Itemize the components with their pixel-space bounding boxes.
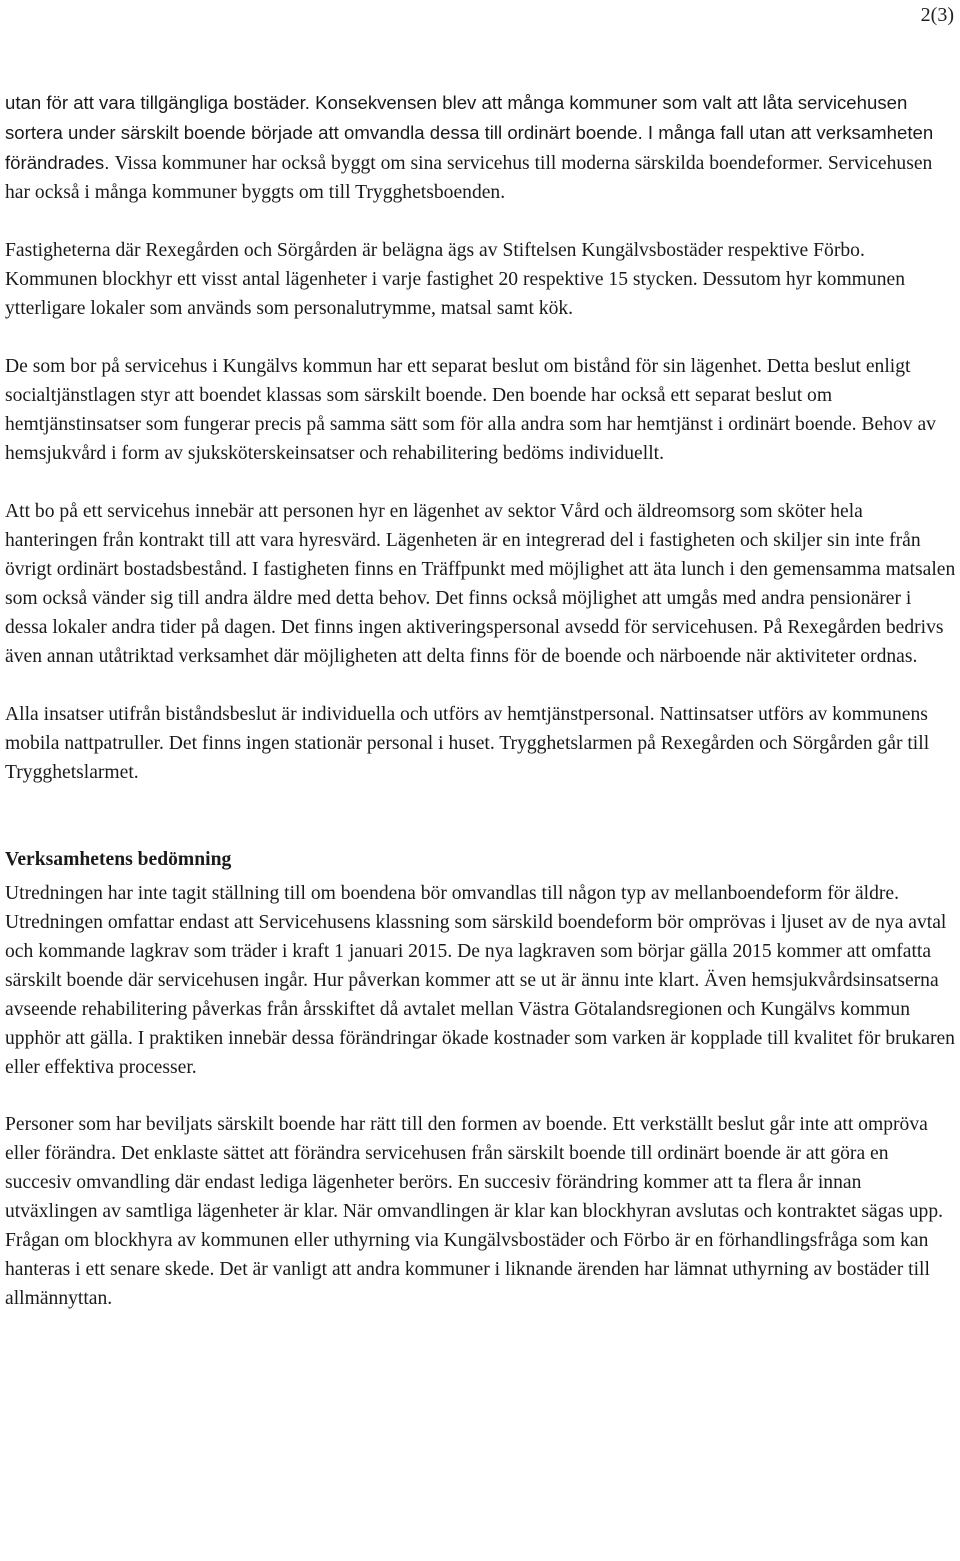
page-number: 2(3) (920, 4, 954, 26)
paragraph-continuation (5, 88, 956, 207)
paragraph-serif-part: Vissa kommuner har också byggt om sina servicehus till moderna särskilda boendeformer. Servicehusen har också i många kommuner byggts om till Trygghetsboenden. (5, 153, 933, 203)
paragraph-assessment: Utredningen har inte tagit ställning till om boendena bör omvandlas till någon typ av mellanboendeform för äldre. Utredningen omfattar endast att Servicehusens klassning som särskild boendeform bör omprövas i ljuset av de nya avtal och kommande lagkrav som träder i kraft 1 januari 2015. De nya lagkraven som börjar gälla 2015 kommer att omfatta särskilt boende där servicehusen ingår. Hur påverkan kommer att se ut är ännu inte klart. Även hemsjukvårdsinsatserna avseende rehabilitering påverkas från årsskiftet då avtalet mellan Västra Götalandsregionen och Kungälvs kommun upphör att gälla. I praktiken innebär dessa förändringar ökade kostnader som varken är kopplade till kvalitet för brukaren eller effektiva processer. (5, 883, 955, 1078)
paragraph-conclusion: Personer som har beviljats särskilt boende har rätt till den formen av boende. Ett verkställt beslut går inte att ompröva eller förändra. Det enklaste sättet att förändra servicehusen från särskilt boende till ordinärt boende är att göra en succesiv omvandling där endast lediga lägenheter berörs. En succesiv förändring kommer att ta flera år innan utväxlingen av samtliga lägenheter är klar. När omvandlingen är klar kan blockhyran avslutas och kontraktet sägas upp. Frågan om blockhyra av kommunen eller uthyrning via Kungälvsbostäder och Förbo är en förhandlingsfråga som kan hanteras i ett senare skede. Det är vanligt att andra kommuner i liknande ärenden har lämnat uthyrning av bostäder till allmännyttan. (5, 1114, 944, 1309)
paragraph-insatser: Alla insatser utifrån biståndsbeslut är individuella och utförs av hemtjänstpersonal. Nattinsatser utförs av kommunens mobila nattpatruller. Det finns ingen stationär personal i huset. Trygghetslarmen på Rexegården och Sörgården går till Trygghetslarmet. (5, 704, 930, 783)
paragraph-properties: Fastigheterna där Rexegården och Sörgården är belägna ägs av Stiftelsen Kungälvsbostäder respektive Förbo. Kommunen blockhyr ett visst antal lägenheter i varje fastighet 20 respektive 15 stycken. Dessutom hyr kommunen ytterligare lokaler som används som personalutrymme, matsal samt kök. (5, 240, 906, 319)
paragraph-sans-part: utan för att vara tillgängliga bostäder. Konsekvensen blev att många kommuner som valt att låta servicehusen sortera under särskilt boende började att omvandla dessa till ordinärt boende. I många fall utan att verksamheten förändrades. (5, 92, 934, 173)
section-heading: Verksamhetens bedömning (5, 849, 232, 870)
document-body (5, 88, 956, 1313)
paragraph-decision: De som bor på servicehus i Kungälvs kommun har ett separat beslut om bistånd för sin lägenhet. Detta beslut enligt socialtjänstlagen styr att boendet klassas som särskilt boende. Den boende har också ett separat beslut om hemtjänstinsatser som fungerar precis på samma sätt som för alla andra som har hemtjänst i ordinärt boende. Behov av hemsjukvård i form av sjuksköterskeinsatser och rehabilitering bedöms individuellt. (5, 356, 936, 464)
paragraph-servicehus: Att bo på ett servicehus innebär att personen hyr en lägenhet av sektor Vård och äldreomsorg som sköter hela hanteringen från kontrakt till att vara hyresvärd. Lägenheten är en integrerad del i fastigheten och skiljer sin inte från övrigt ordinärt bostadsbestånd. I fastigheten finns en Träffpunkt med möjlighet att äta lunch i den gemensamma matsalen som också vänder sig till andra äldre med detta behov. Det finns också möjlighet att umgås med andra pensionärer i dessa lokaler andra tider på dagen. Det finns ingen aktiveringspersonal avsedd för servicehusen. På Rexegården bedrivs även annan utåtriktad verksamhet där möjligheten att delta finns för de boende och närboende när aktiviteter ordnas. (5, 501, 956, 667)
